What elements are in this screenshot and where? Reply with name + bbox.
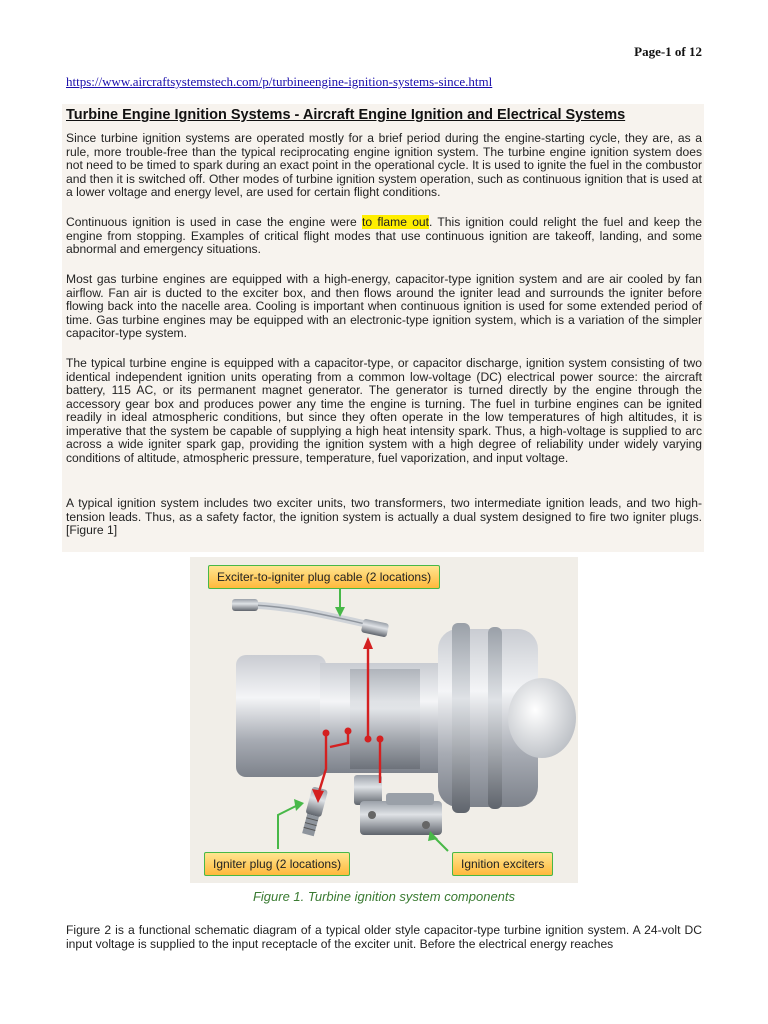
paragraph-text-after: . This ignition could relight the fuel and keep the engine from stopping. Examples of critical flight modes that use continuous ignition are takeoff, landing, and some abnormal and emergency situations. [66,215,702,256]
article-title: Turbine Engine Ignition Systems - Aircraft Engine Ignition and Electrical Systems [66,107,626,123]
ignition-exciters [354,775,442,835]
paragraph-intro: Since turbine ignition systems are operated mostly for a brief period during the engine-starting cycle, they are, as a rule, more trouble-free than the typical reciprocating engine ignition system. The turbine engine ignition system does not need to be timed to spark during an exact point in the operational cycle. It is used to ignite the fuel in the combustor and then it is switched off. Other modes of turbine ignition system operation, such as continuous ignition that is used at a lower voltage and energy level, are used for certain flight conditions. [66,131,702,199]
paragraph-dual-system: A typical ignition system includes two exciter units, two transformers, two intermediate ignition leads, and two high-tension leads. Thus, as a safety factor, the ignition system is actually a dual system designed to fire two igniter plugs. [Figure 1] [66,496,702,537]
paragraph-air-cooling: Most gas turbine engines are equipped with a high-energy, capacitor-type ignition system and are air cooled by fan airflow. Fan air is ducted to the exciter box, and then flows around the igniter lead and surrounds the igniter before flowing back into the nacelle area. Cooling is important when continuous ignition is used for some extended period of time. Gas turbine engines may be equipped with an electronic-type ignition system, which is a variation of the simpler capacitor-type system. [66,272,702,340]
spinner-cone [508,678,576,758]
paragraph-continuous-ignition [66,216,702,257]
engine-combustor-band [350,669,420,769]
figure-1 [190,557,578,883]
paragraph-figure-2: Figure 2 is a functional schematic diagram of a typical older style capacitor-type turbine ignition system. A 24-volt DC input voltage is supplied to the input receptacle of the exciter unit. Before the electrical energy reaches [66,923,702,951]
callout-ignition-exciters: Ignition exciters [452,852,553,876]
paragraph-text-before: Continuous ignition is used in case the engine were [66,215,363,229]
callout-igniter-plug: Igniter plug (2 locations) [204,852,350,876]
page-number: Page-1 of 12 [634,44,702,59]
figure-caption: Figure 1. Turbine ignition system components [252,889,516,904]
paragraph-capacitor-system: The typical turbine engine is equipped with a capacitor-type, or capacitor discharge, ignition system consisting of two identical independent ignition units operating from a common low-voltage (DC) electrical power source: the aircraft battery, 115 AC, or its permanent magnet generator. The generator is turned directly by the engine through the accessory gear box and produces power any time the engine is turning. The fuel in turbine engines can be ignited readily in ideal atmospheric conditions, but since they often operate in the low temperatures of high altitudes, it is imperative that the system be capable of supplying a high heat intensity spark. Thus, a high-voltage is supplied to arc across a wide igniter spark gap, providing the ignition system with a high degree of reliability under widely varying conditions of altitude, atmospheric pressure, temperature, fuel vaporization, and input voltage. [66,356,702,465]
turbine-engine-illustration [190,557,578,883]
exciter-to-igniter-cable [250,605,380,627]
callout-cable: Exciter-to-igniter plug cable (2 locations) [208,565,440,589]
highlighted-phrase: to flame out [362,215,430,229]
source-url-link[interactable]: https://www.aircraftsystemstech.com/p/turbineengine-ignition-systems-since.html [66,74,493,89]
engine-rear-case [236,655,326,777]
